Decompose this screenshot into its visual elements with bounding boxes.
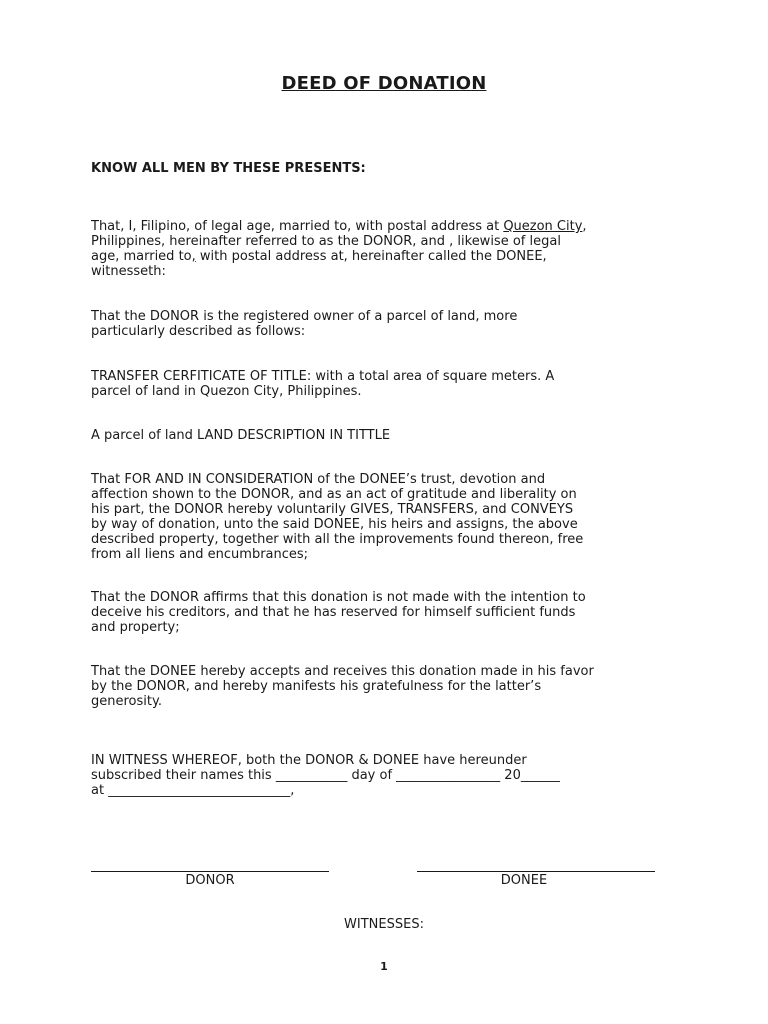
text-line: described property, together with all the improvements found thereon, free [91, 532, 584, 547]
paragraph-land-description [91, 428, 691, 443]
paragraph-title-info [91, 369, 691, 399]
text-line [91, 219, 691, 234]
text-line: generosity. [91, 694, 162, 709]
text-fragment: That, I, Filipino, of legal age, married to, with postal address at [91, 219, 504, 234]
paragraph-witness-clause [91, 753, 691, 798]
underlined-comma: , [191, 249, 196, 264]
text-line: by the DONOR, and hereby manifests his gratefulness for the latter’s [91, 679, 542, 694]
text-line: parcel of land in Quezon City, Philippines. [91, 384, 362, 399]
page-number: 1 [380, 960, 388, 973]
text-line: subscribed their names this ___________ day of ________________ 20______ [91, 768, 560, 783]
text-line: A parcel of land LAND DESCRIPTION IN TITTLE [91, 428, 391, 443]
donor-signature-line [91, 871, 329, 872]
text-line: at ____________________________, [91, 783, 295, 798]
text-line: That the DONOR affirms that this donation is not made with the intention to [91, 590, 586, 605]
donor-signature-label: DONOR [185, 873, 235, 888]
text-line: particularly described as follows: [91, 324, 306, 339]
donee-signature-line [417, 871, 655, 872]
text-line: Philippines, hereinafter referred to as the DONOR, and , likewise of legal [91, 234, 561, 249]
text-line: That the DONEE hereby accepts and receives this donation made in his favor [91, 664, 594, 679]
text-line: deceive his creditors, and that he has reserved for himself sufficient funds [91, 605, 576, 620]
text-line: affection shown to the DONOR, and as an act of gratitude and liberality on [91, 487, 577, 502]
text-line: and property; [91, 620, 180, 635]
underlined-city: Quezon City [503, 219, 583, 234]
paragraph-acceptance [91, 664, 691, 709]
text-line: his part, the DONOR hereby voluntarily GIVES, TRANSFERS, and CONVEYS [91, 502, 574, 517]
text-line: from all liens and encumbrances; [91, 547, 309, 562]
paragraph-consideration [91, 472, 691, 562]
text-line: TRANSFER CERFITICATE OF TITLE: with a total area of square meters. A [91, 369, 555, 384]
text-line: IN WITNESS WHEREOF, both the DONOR & DONEE have hereunder [91, 753, 527, 768]
preamble-heading: KNOW ALL MEN BY THESE PRESENTS: [91, 161, 366, 176]
paragraph-parties [91, 219, 691, 279]
text-line: witnesseth: [91, 264, 166, 279]
text-fragment: , [582, 219, 587, 234]
text-fragment: with postal address at, hereinafter called the DONEE, [195, 249, 547, 264]
text-line [91, 249, 691, 264]
text-line: by way of donation, unto the said DONEE, his heirs and assigns, the above [91, 517, 578, 532]
paragraph-affirmation [91, 590, 691, 635]
document-title: DEED OF DONATION [281, 73, 487, 94]
donee-signature-label: DONEE [500, 873, 548, 888]
text-line: That the DONOR is the registered owner of a parcel of land, more [91, 309, 518, 324]
witnesses-heading: WITNESSES: [344, 917, 424, 932]
text-fragment: age, married to [91, 249, 192, 264]
paragraph-ownership [91, 309, 691, 339]
text-line: That FOR AND IN CONSIDERATION of the DONEE’s trust, devotion and [91, 472, 546, 487]
